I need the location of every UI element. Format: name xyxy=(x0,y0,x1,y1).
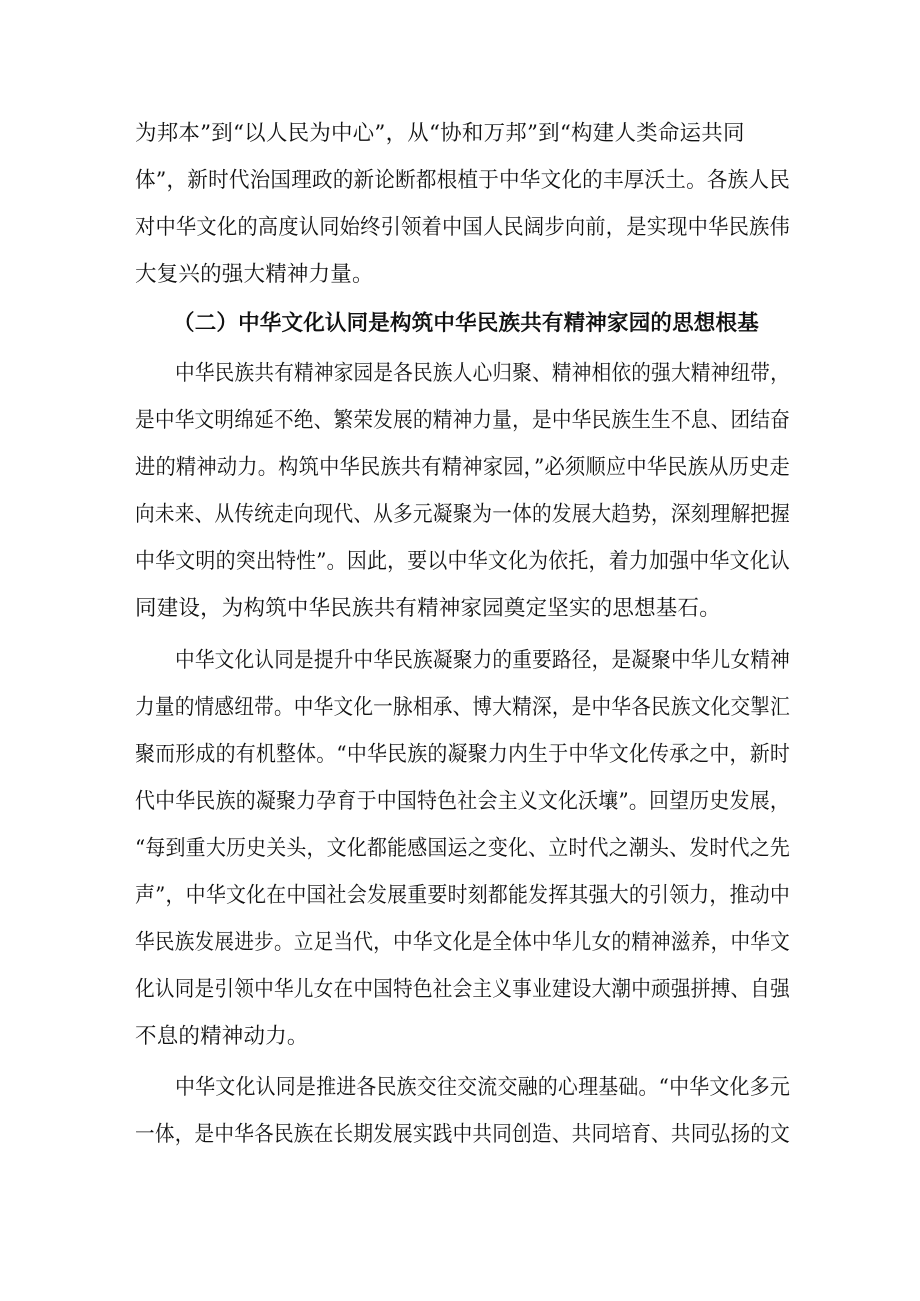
paragraph-3-line: 华民族发展进步。立足当代，中华文化是全体中华儿女的精神滋养，中华文 xyxy=(135,930,790,955)
paragraph-1-line: 对中华文化的高度认同始终引领着中国人民阔步向前，是实现中华民族伟 xyxy=(135,215,790,240)
paragraph-2-line: 进的精神动力。构筑中华民族共有精神家园，”必须顺应中华民族从历史走 xyxy=(135,455,790,480)
paragraph-2-line: 同建设，为构筑中华民族共有精神家园奠定坚实的思想基石。 xyxy=(135,596,721,621)
paragraph-3-line: 力量的情感纽带。中华文化一脉相承、博大精深，是中华各民族文化交掣汇 xyxy=(135,695,790,720)
paragraph-3-line: “每到重大历史关头，文化都能感国运之变化、立时代之潮头、发时代之先 xyxy=(135,836,790,861)
paragraph-3-line: 代中华民族的凝聚力孕育于中国特色社会主义文化沃壤”。回望历史发展， xyxy=(135,789,790,814)
paragraph-2-line: 向未来、从传统走向现代、从多元凝聚为一体的发展大趋势，深刻理解把握 xyxy=(135,502,790,527)
paragraph-4-line: 中华文化认同是推进各民族交往交流交融的心理基础。“中华文化多元 xyxy=(175,1075,790,1100)
paragraph-2-line: 中华文明的突出特性”。因此，要以中华文化为依托，着力加强中华文化认 xyxy=(135,549,790,574)
paragraph-2-line: 中华民族共有精神家园是各民族人心归聚、精神相依的强大精神纽带， xyxy=(175,361,790,386)
paragraph-2-line: 是中华文明绵延不绝、繁荣发展的精神力量，是中华民族生生不息、团结奋 xyxy=(135,408,790,433)
paragraph-1-line: 体”，新时代治国理政的新论断都根植于中华文化的丰厚沃土。各族人民 xyxy=(135,168,790,193)
paragraph-1-line: 为邦本”到“以人民为中心”，从“协和万邦”到“构建人类命运共同 xyxy=(135,121,745,146)
section-heading: （二）中华文化认同是构筑中华民族共有精神家园的思想根基 xyxy=(173,311,759,336)
paragraph-3-line: 声”，中华文化在中国社会发展重要时刻都能发挥其强大的引领力，推动中 xyxy=(135,883,790,908)
paragraph-3-line: 不息的精神动力。 xyxy=(135,1024,309,1049)
paragraph-3-line: 化认同是引领中华儿女在中国特色社会主义事业建设大潮中顽强拼搏、自强 xyxy=(135,977,790,1002)
paragraph-3-line: 聚而形成的有机整体。“中华民族的凝聚力内生于中华文化传承之中，新时 xyxy=(135,742,790,767)
paragraph-1-line: 大复兴的强大精神力量。 xyxy=(135,262,374,287)
paragraph-4-line: 一体，是中华各民族在长期发展实践中共同创造、共同培育、共同弘扬的文 xyxy=(135,1122,790,1147)
paragraph-3-line: 中华文化认同是提升中华民族凝聚力的重要路径，是凝聚中华儿女精神 xyxy=(175,648,790,673)
